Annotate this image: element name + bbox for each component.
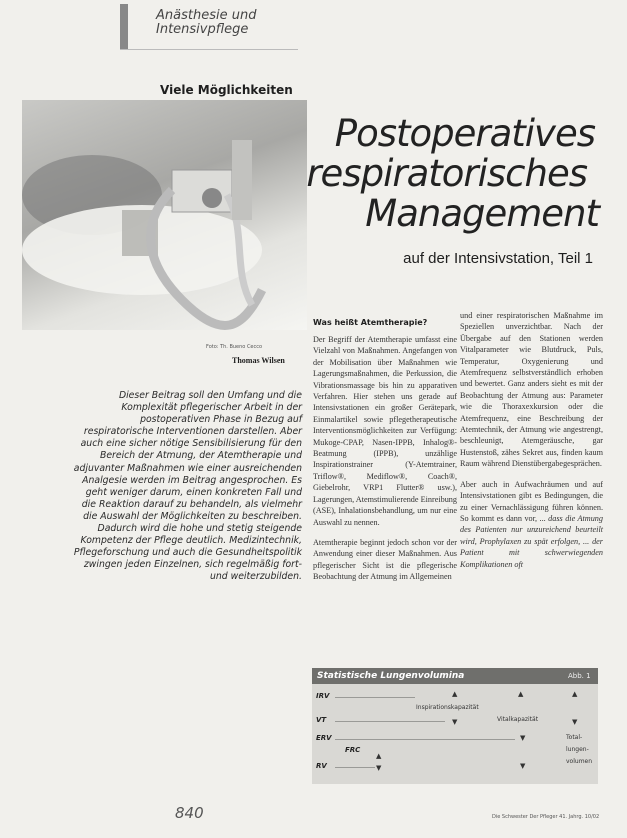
column2-paragraph2-start: Aber auch in Aufwachräumen und auf Intensivstationen gibt es Bedingungen, die zu einer Vernachlässigung führen können. So kommt es dann vor, ...: [460, 479, 603, 523]
hero-photo: [22, 100, 307, 330]
label-inspiratory-capacity: Inspirationskapazität: [416, 704, 479, 711]
header-label: Viele Möglichkeiten: [160, 83, 293, 97]
page-number: 840: [175, 804, 204, 822]
column1-paragraph1: Der Begriff der Atemtherapie umfasst eine Vielzahl von Maßnahmen. Angefangen von der Mobilisation über Maßnahmen wie Lagerungsmaßnahmen, die Perkussion, die Vibrationsmassage bis hin zu apparativen Verfahren. Hier stehen uns gerade auf Intensivstationen ein großer Gerätepark, Einmalartikel sowie pflegetherapeutische Interventionsmöglichkeiten zur Verfügung: Mukoge-CPAP, Nasen-IPPB, Inhalog®-Beatmung (IPPB), unzählige Inspirationstrainer (Y-Atemtrainer, Triflow®, Mediflow®, Coach®, Giebelrohr, VRP1 Flutter® usw.), Lagerungen, Atemstimulierende Einreibung (ASE), Inhalationsbehandlung, um nur eine Auswahl zu nennen.: [313, 335, 457, 527]
arrow-down-icon: ▼: [376, 764, 382, 772]
column1-paragraph2: Atemtherapie beginnt jedoch schon vor der Anwendung einer dieser Maßnahmen. Aus pflegerischer Sicht ist die pflegerische Beobachtung der Atmung im Allgemeinen: [313, 537, 457, 582]
column1-heading: Was heißt Atemtherapie?: [313, 318, 428, 327]
lead-paragraph: Dieser Beitrag soll den Umfang und die Komplexität pflegerischer Arbeit in der postoperativen Phase in Bezug auf respiratorische Interventionen darstellen. Aber auch eine sicher nötige Sensibilisierung für den Bereich der Atmung, der Atemtherapie und adjuvanter Maßnahmen wie einer ausreichenden Analgesie werden im Beitrag angesprochen. Es geht weniger darum, einen konkreten Fall und die Reaktion darauf zu behandeln, als vielmehr die Auswahl der Möglichkeiten zu beschreiben. Dadurch wird die hohe und stetig steigende Kompetenz der Pflege deutlich. Medizintechnik, Pflegeforschung und auch die Gesundheitspolitik zwingen jeden Einzelnen, sich regelmäßig fort- und weiterzubilden.: [73, 390, 302, 583]
ventilation-equipment-illustration: [22, 100, 307, 330]
row-label-irv: IRV: [316, 692, 330, 700]
arrow-down-icon: ▼: [520, 734, 526, 742]
subtitle: auf der Intensivstation, Teil 1: [403, 250, 593, 267]
column2-paragraph1: und einer respiratorischen Maßnahme im Speziellen unverzichtbar. Nach der Übergabe auf den Stationen werden Vitalparameter wie Blutdruck, Puls, Temperatur, Oxygenierung und Atemfrequenz selbstverständlich erhoben und bewertet. Ganz anders sieht es mit der Beobachtung der Atmung aus: Parameter wie die Thoraxexkursion oder die Atemfrequenz, eine Beschreibung der Atemtechnik, der Atmung wie angestrengt, beschleunigt, Atemgeräusche, gar Hustenstoß, zähes Sekret aus, finden kaum Raum während Dienstübergabegesprächen.: [460, 311, 603, 469]
lung-volume-figure-title: Statistische Lungenvolumina: [312, 668, 598, 684]
column2: [460, 310, 603, 579]
label-total-3: volumen: [566, 758, 593, 765]
section-tag-line1: Anästhesie und: [156, 8, 257, 23]
label-vital-capacity: Vitalkapazität: [497, 716, 539, 723]
label-total-2: lungen-: [566, 746, 589, 753]
row-label-erv: ERV: [316, 734, 332, 742]
column2-paragraph2: [460, 479, 603, 570]
arrow-up-icon: ▲: [376, 752, 382, 760]
row-label-frc: FRC: [345, 746, 361, 754]
row-line-vt: [335, 721, 445, 722]
section-tag: [120, 4, 298, 50]
photo-credit: Foto: Th. Bueno Cecco: [206, 344, 263, 350]
column2-paragraph2-emphasis: dass die Atmung des Patienten nur unzureichend beurteilt wird, Prophylaxen zu spät erfolgen, ... der Patient mit schwerwiegenden Komplikationen oft: [460, 513, 603, 569]
row-label-vt: VT: [316, 716, 327, 724]
arrow-down-icon: ▼: [520, 762, 526, 770]
arrow-down-icon: ▼: [452, 718, 458, 726]
arrow-down-icon: ▼: [572, 718, 578, 726]
author-name: Thomas Wilsen: [232, 356, 285, 365]
title-line-2: respiratorisches: [306, 152, 587, 195]
lung-volume-figure-number: Abb. 1: [568, 672, 591, 680]
row-line-irv: [335, 697, 415, 698]
column1: [313, 334, 457, 592]
row-line-rv: [335, 767, 375, 768]
row-line-erv: [335, 739, 515, 740]
title-line-1: Postoperatives: [334, 112, 595, 155]
section-tag-line2: Intensivpflege: [156, 22, 249, 37]
label-total-1: Total-: [566, 734, 583, 741]
arrow-up-icon: ▲: [452, 690, 458, 698]
title-line-3: Management: [365, 192, 599, 235]
arrow-up-icon: ▲: [572, 690, 578, 698]
arrow-up-icon: ▲: [518, 690, 524, 698]
row-label-rv: RV: [316, 762, 327, 770]
journal-footer: Die Schwester Der Pfleger 41. Jahrg. 10/02: [492, 814, 600, 820]
